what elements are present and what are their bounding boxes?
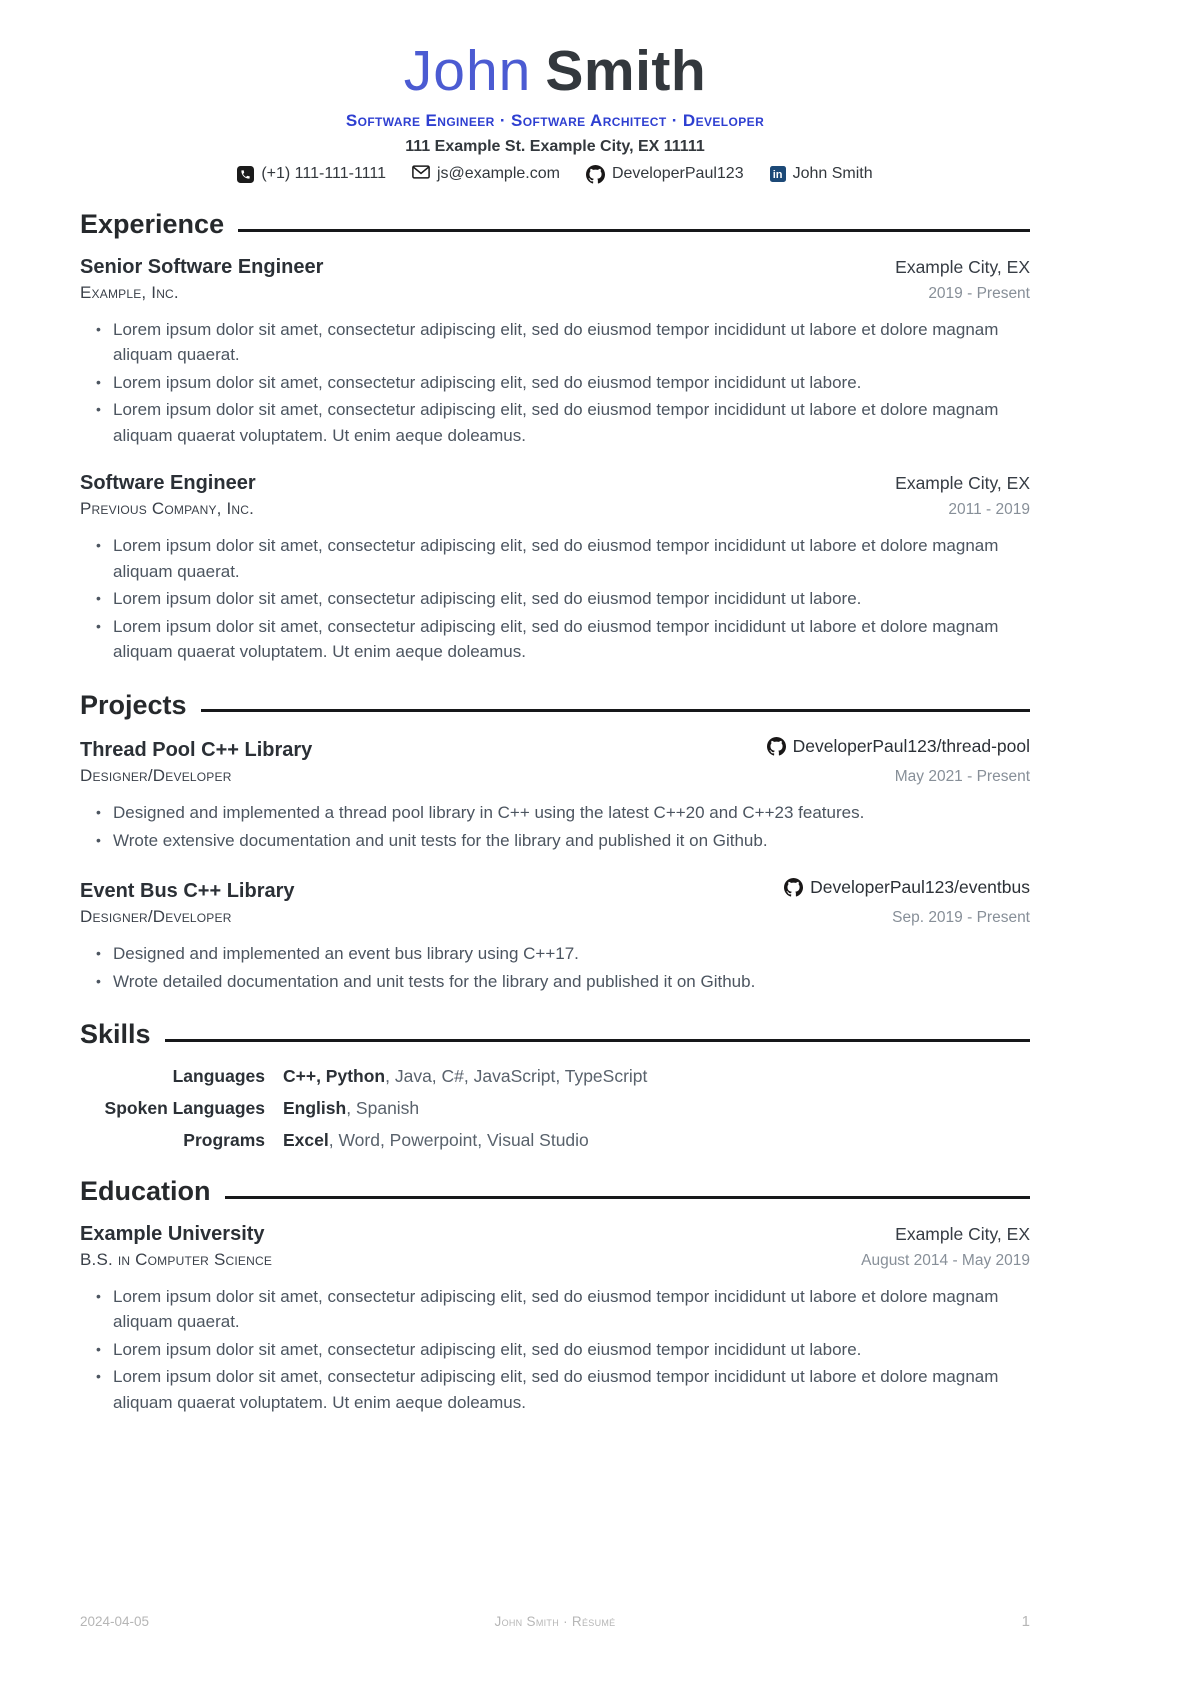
bullet-list xyxy=(80,533,1030,665)
github-username: DeveloperPaul123 xyxy=(611,165,744,183)
entry-dates: August 2014 - May 2019 xyxy=(861,1251,1030,1269)
bullet-item: • Wrote detailed documentation and unit tests for the library and published it on Github. xyxy=(80,969,1030,995)
experience-entry xyxy=(80,256,1030,449)
skill-values xyxy=(283,1066,1030,1087)
skill-rest: , Spanish xyxy=(346,1097,420,1118)
section-title-experience: Experience xyxy=(80,208,225,239)
entry-dates: May 2021 - Present xyxy=(894,768,1030,786)
skill-values xyxy=(283,1130,1030,1151)
bullet-item: • Lorem ipsum dolor sit amet, consectetur adipiscing elit, sed do eiusmod tempor incididunt ut labore et dolore magnam aliquam quaerat. xyxy=(80,533,1030,584)
skill-values xyxy=(283,1098,1030,1119)
project-role: Designer/Developer xyxy=(80,766,232,786)
section-rule xyxy=(225,1196,1030,1199)
skill-highlight: C++, Python xyxy=(283,1065,386,1086)
address: 111 Example St. Example City, EX 11111 xyxy=(405,137,705,155)
resume-header xyxy=(80,39,1030,184)
education-entry xyxy=(80,1223,1030,1416)
skill-rest: , Word, Powerpoint, Visual Studio xyxy=(328,1129,589,1150)
phone-icon xyxy=(237,166,254,183)
entry-location: Example City, EX xyxy=(895,256,1030,277)
repo-path: DeveloperPaul123/thread-pool xyxy=(792,736,1030,757)
phone-link[interactable] xyxy=(237,165,386,183)
email-address: js@example.com xyxy=(437,165,560,183)
company-name: Previous Company, Inc. xyxy=(80,499,255,519)
bullet-item: • Lorem ipsum dolor sit amet, consectetur adipiscing elit, sed do eiusmod tempor incididunt ut labore et dolore magnam aliquam quaerat voluptatem. Ut enim aeque doleamus. xyxy=(80,397,1030,448)
section-rule xyxy=(201,709,1030,712)
entry-dates: 2011 - 2019 xyxy=(948,501,1030,519)
section-title-projects: Projects xyxy=(80,689,187,720)
entry-location: Example City, EX xyxy=(895,1223,1030,1244)
repo-path: DeveloperPaul123/eventbus xyxy=(810,877,1030,898)
skill-rest: , Java, C#, JavaScript, TypeScript xyxy=(385,1065,648,1086)
project-name: Thread Pool C++ Library xyxy=(80,739,313,762)
footer-date: 2024-04-05 xyxy=(80,1614,150,1629)
position-title: Senior Software Engineer xyxy=(80,255,324,278)
github-icon xyxy=(767,737,786,756)
email-icon xyxy=(412,165,430,184)
bullet-item: • Lorem ipsum dolor sit amet, consectetur adipiscing elit, sed do eiusmod tempor incididunt ut labore. xyxy=(80,586,1030,612)
section-experience-header xyxy=(80,210,1030,240)
section-title-skills: Skills xyxy=(80,1019,151,1050)
linkedin-icon xyxy=(770,166,786,182)
skill-row xyxy=(80,1098,1030,1119)
skill-label: Programs xyxy=(183,1129,265,1150)
github-repo-link[interactable] xyxy=(767,736,1030,757)
first-name: John xyxy=(403,39,532,103)
position-title: Software Engineer xyxy=(80,472,256,495)
bullet-item: • Wrote extensive documentation and unit tests for the library and published it on Github. xyxy=(80,828,1030,854)
project-role: Designer/Developer xyxy=(80,907,232,927)
entry-dates: 2019 - Present xyxy=(928,284,1030,302)
person-name xyxy=(80,39,1030,103)
entry-dates: Sep. 2019 - Present xyxy=(892,909,1030,927)
section-rule xyxy=(238,229,1030,232)
github-profile-link[interactable] xyxy=(586,165,744,184)
page-footer xyxy=(80,1613,1030,1630)
last-name: Smith xyxy=(545,39,707,103)
project-name: Event Bus C++ Library xyxy=(80,880,295,903)
bullet-list xyxy=(80,800,1030,853)
experience-entry xyxy=(80,472,1030,665)
page-number: 1 xyxy=(1021,1613,1030,1630)
section-projects-header xyxy=(80,691,1030,721)
bullet-item: • Lorem ipsum dolor sit amet, consectetur adipiscing elit, sed do eiusmod tempor incididunt ut labore et dolore magnam aliquam quaerat. xyxy=(80,1284,1030,1335)
footer-title: John Smith · Résumé xyxy=(494,1614,616,1629)
section-title-education: Education xyxy=(80,1175,211,1206)
skill-row xyxy=(80,1066,1030,1087)
school-name: Example University xyxy=(80,1222,265,1245)
linkedin-link[interactable] xyxy=(770,165,873,183)
github-icon xyxy=(784,878,803,897)
section-skills-header xyxy=(80,1020,1030,1050)
section-rule xyxy=(165,1039,1030,1042)
entry-location: Example City, EX xyxy=(895,473,1030,494)
project-entry xyxy=(80,736,1030,853)
bullet-item: • Lorem ipsum dolor sit amet, consectetur adipiscing elit, sed do eiusmod tempor incididunt ut labore et dolore magnam aliquam quaerat voluptatem. Ut enim aeque doleamus. xyxy=(80,1364,1030,1415)
bullet-item: • Lorem ipsum dolor sit amet, consectetur adipiscing elit, sed do eiusmod tempor incididunt ut labore. xyxy=(80,370,1030,396)
bullet-list xyxy=(80,941,1030,994)
bullet-list xyxy=(80,317,1030,449)
skill-highlight: English xyxy=(283,1097,347,1118)
bullet-item: • Designed and implemented a thread pool library in C++ using the latest C++20 and C++23 features. xyxy=(80,800,1030,826)
skill-highlight: Excel xyxy=(283,1129,329,1150)
github-icon xyxy=(586,165,605,184)
bullet-item: • Lorem ipsum dolor sit amet, consectetur adipiscing elit, sed do eiusmod tempor incididunt ut labore. xyxy=(80,1337,1030,1363)
email-link[interactable] xyxy=(412,165,560,184)
bullet-item: • Lorem ipsum dolor sit amet, consectetur adipiscing elit, sed do eiusmod tempor incididunt ut labore et dolore magnam aliquam quaerat. xyxy=(80,317,1030,368)
skill-row xyxy=(80,1130,1030,1151)
contact-row xyxy=(80,165,1030,184)
phone-number: (+1) 111-111-1111 xyxy=(261,165,386,183)
bullet-item: • Designed and implemented an event bus library using C++17. xyxy=(80,941,1030,967)
bullet-item: • Lorem ipsum dolor sit amet, consectetur adipiscing elit, sed do eiusmod tempor incididunt ut labore et dolore magnam aliquam quaerat voluptatem. Ut enim aeque doleamus. xyxy=(80,614,1030,665)
bullet-list xyxy=(80,1284,1030,1416)
linkedin-name: John Smith xyxy=(792,165,873,183)
company-name: Example, Inc. xyxy=(80,282,179,302)
skills-table xyxy=(80,1066,1030,1151)
project-entry xyxy=(80,877,1030,994)
section-education-header xyxy=(80,1177,1030,1207)
github-repo-link[interactable] xyxy=(784,877,1030,898)
tagline: Software Engineer · Software Architect · Developer xyxy=(345,110,765,130)
skill-label: Spoken Languages xyxy=(104,1097,265,1118)
degree-name: B.S. in Computer Science xyxy=(80,1249,273,1269)
skill-label: Languages xyxy=(172,1065,265,1086)
